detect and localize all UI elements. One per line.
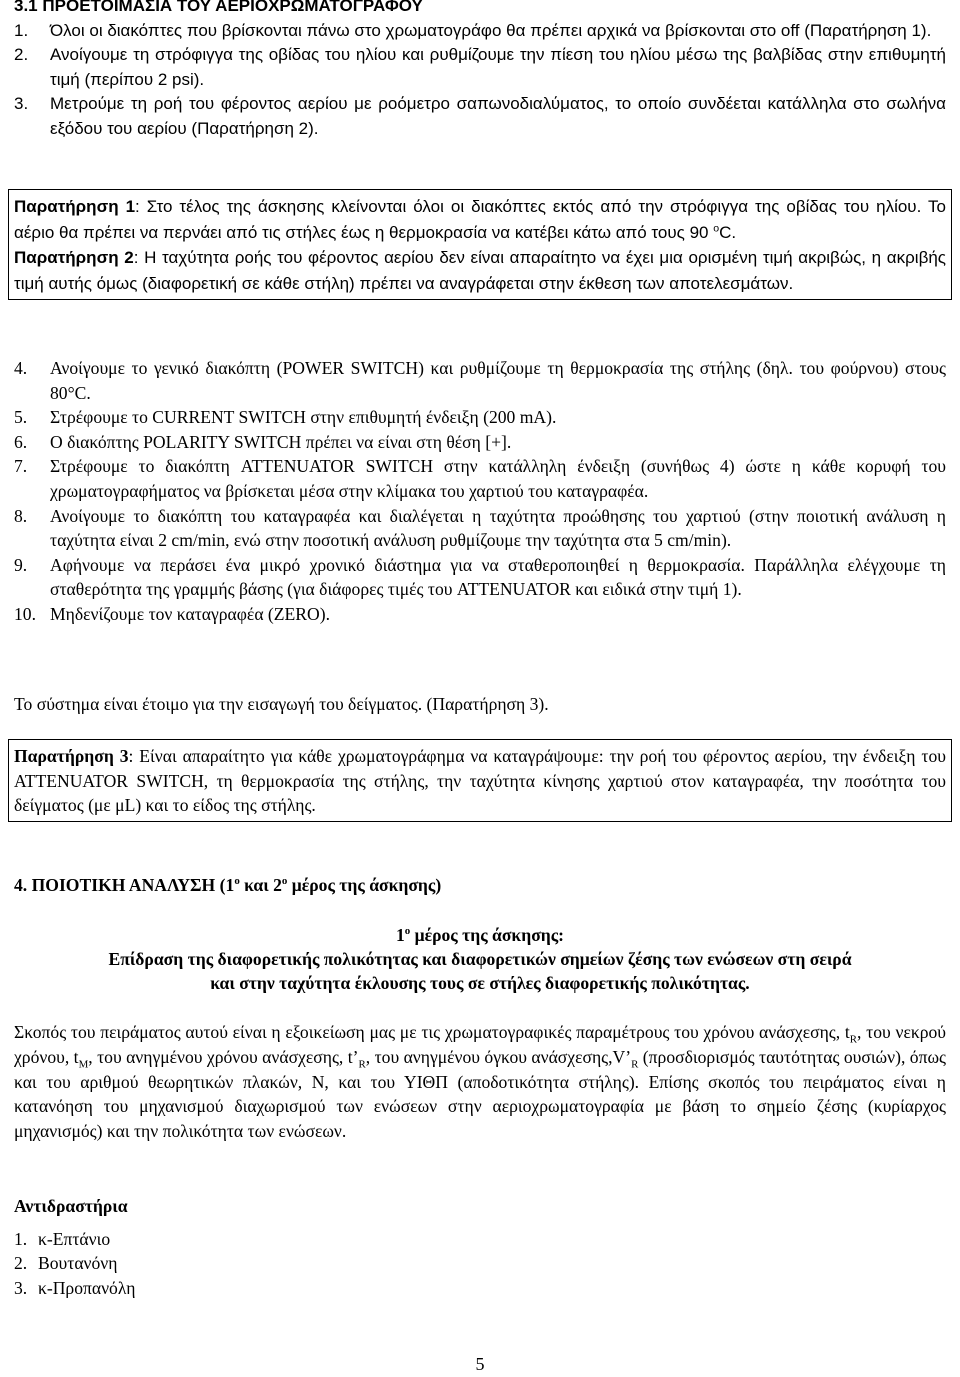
item-number: 3. — [14, 94, 29, 113]
steps-list — [14, 356, 946, 627]
item-number: 6. — [14, 431, 28, 452]
note-label: Παρατήρηση 3 — [14, 746, 129, 766]
part-1-title — [14, 923, 946, 947]
sup-o: ο — [281, 875, 288, 888]
item-text: Ο διακόπτης POLARITY SWITCH πρέπει να είναι στη θέση [+]. — [50, 431, 512, 452]
degree-sup: o — [713, 221, 720, 234]
notes-box — [8, 189, 952, 300]
item-text: Ανοίγουμε το γενικό διακόπτη (POWER SWITCH) και ρυθμίζουμε τη θερμοκρασία της στήλης (δηλ. του φούρνου) στους 80°C. — [50, 358, 946, 403]
item-text: Μετρούμε τη ροή του φέροντος αερίου με ροόμετρο σαπωνοδιαλύματος, το οποίο συνδέεται κατάλληλα στο σωλήνα εξόδου του αερίου (Παρατήρηση 2). — [50, 94, 946, 138]
section-4-title — [14, 873, 946, 898]
list-item — [14, 602, 946, 627]
section-3-1 — [14, 0, 946, 141]
note-1 — [14, 194, 946, 245]
item-text: Στρέφουμε το CURRENT SWITCH στην επιθυμητή ένδειξη (200 mA). — [50, 407, 557, 428]
list-item — [14, 1251, 946, 1276]
section-title: 3.1 ΠΡΟΕΤΟΙΜΑΣΙΑ ΤΟΥ ΑΕΡΙΟΧΡΩΜΑΤΟΓΡΑΦΟΥ — [14, 0, 423, 15]
list-item — [14, 43, 946, 92]
item-number: 2. — [14, 45, 29, 64]
title-part: 4. ΠΟΙΟΤΙΚΗ ΑΝΑΛΥΣΗ (1 — [14, 875, 235, 895]
item-number: 1. — [14, 20, 29, 40]
part-1-heading — [14, 923, 946, 995]
subscript: R — [358, 1058, 366, 1071]
text-part: (προσδιορισμός ταυτότητας ουσιών), όπως και του αριθμού θεωρητικών πλακών, N, και του ΥΙΘΠ (αποδοτικότητα στήλης). Επίσης σκοπός του πειράματος είναι η κατανόηση του μηχανισμού διαχωρισμού των ενώσεων στην αεριοχρωματογραφία με βάση το σημείο ζέσης (κυρίαρχος μηχανισμός) και την πολικότητα των ενώσεων. — [14, 1046, 946, 1142]
note-text: : Είναι απαραίτητο για κάθε χρωματογράφημα να καταγράψουμε: την ροή του φέροντος αερίου, την ένδειξη του ATTENUATOR SWITCH, τη θερμοκρασία της στήλης, την ταχύτητα κίνησης χαρτιού στον καταγραφέα, την ποσότητα του δείγματος (με μL) και το είδος της στήλης. — [14, 746, 946, 816]
note-text: : Η ταχύτητα ροής του φέροντος αερίου δεν είναι απαραίτητο να έχει μια ορισμένη τιμή ακριβώς, η ακριβής τιμή αυτής όμως (διαφορετική σε κάθε στήλη) πρέπει να αναγράφεται στην έκθεση των αποτελεσμάτων. — [14, 248, 946, 293]
list-item — [14, 504, 946, 553]
item-text: Μηδενίζουμε τον καταγραφέα (ZERO). — [50, 603, 330, 624]
ready-text: Το σύστημα είναι έτοιμο για την εισαγωγή του δείγματος. (Παρατήρηση 3). — [14, 694, 549, 714]
list-item — [14, 454, 946, 503]
item-text: Στρέφουμε το διακόπτη ATTENUATOR SWITCH στην κατάλληλη ένδειξη (συνήθως 4) ώστε η κάθε κορυφή του χρωματογραφήματος να βρίσκεται μέσα στην κλίμακα του χαρτιού του καταγραφέα. — [50, 456, 946, 501]
item-number: 1. — [14, 1228, 28, 1249]
part-1-line-1: Επίδραση της διαφορετικής πολικότητας και διαφορετικών σημείων ζέσης των ενώσεων στη σειρά — [108, 949, 852, 969]
item-number: 8. — [14, 505, 28, 526]
note-label: Παρατήρηση 1 — [14, 197, 136, 216]
item-text: Βουτανόνη — [38, 1253, 118, 1274]
list-item — [14, 430, 946, 455]
item-text: κ-Επτάνιο — [38, 1228, 111, 1249]
item-text: Όλοι οι διακόπτες που βρίσκονται πάνω στο χρωματογράφο θα πρέπει αρχικά να βρίσκονται στο off (Παρατήρηση 1). — [50, 20, 932, 40]
purpose-paragraph — [14, 1020, 946, 1144]
item-text: Αφήνουμε να περάσει ένα μικρό χρονικό διάστημα για να σταθεροποιηθεί η θερμοκρασία. Παράλληλα ελέγχουμε τη σταθερότητα της γραμμής βάσης (για διάφορες τιμές του ATTENUATOR και ειδικά στην τιμή 1). — [50, 554, 946, 600]
item-number: 3. — [14, 1277, 28, 1298]
sup-o: ο — [234, 875, 240, 888]
item-text: Ανοίγουμε τη στρόφιγγα της οβίδας του ηλίου και ρυθμίζουμε την πίεση του ηλίου μέσω της βαλβίδας στην επιθυμητή τιμή (περίπου 2 psi). — [50, 45, 946, 89]
subscript: R — [849, 1033, 858, 1046]
title-part: μέρος της άσκησης) — [287, 875, 442, 895]
list-item — [14, 553, 946, 602]
text-part: , του νεκρού χρόνου, t — [14, 1022, 946, 1067]
title-part: 1 — [395, 925, 405, 945]
item-number: 2. — [14, 1253, 28, 1274]
title-part: μέρος της άσκησης: — [410, 925, 565, 945]
item-number: 7. — [14, 456, 28, 477]
sup-o: ο — [404, 925, 411, 938]
page-number: 5 — [475, 1354, 485, 1374]
subscript: M — [78, 1058, 89, 1071]
text-part: , του ανηγμένου χρόνου ανάσχεσης, t’ — [88, 1046, 359, 1067]
list-item — [14, 356, 946, 405]
note-3-box — [8, 739, 952, 822]
reagents-title: Αντιδραστήρια — [14, 1196, 128, 1216]
list-item — [14, 92, 946, 141]
note-text: : Στο τέλος της άσκησης κλείνονται όλοι οι διακόπτες εκτός από την στρόφιγγα της οβίδας του ηλίου. Το αέριο θα πρέπει να περνάει από τις στήλες έως η θερμοκρασία να κατέβει κάτω από τους 90 — [14, 197, 946, 242]
note-2 — [14, 245, 946, 296]
note-label: Παρατήρηση 2 — [14, 248, 134, 268]
title-part: και 2 — [239, 875, 282, 895]
note-tail: C. — [719, 222, 737, 242]
subscript: R — [631, 1058, 639, 1071]
list-item — [14, 19, 946, 44]
item-number: 5. — [14, 407, 28, 428]
list-item — [14, 1276, 946, 1301]
part-1-line-2: και στην ταχύτητα έκλουσης τους σε στήλες διαφορετικής πολικότητας. — [210, 973, 750, 993]
item-text: κ-Προπανόλη — [38, 1277, 136, 1298]
list-item — [14, 405, 946, 430]
item-number: 4. — [14, 358, 28, 378]
text-part: Σκοπός του πειράματος αυτού είναι η εξοικείωση μας με τις χρωματογραφικές παραμέτρους του χρόνου ανάσχεσης, t — [14, 1022, 850, 1042]
list-item — [14, 1227, 946, 1252]
item-number: 9. — [14, 554, 28, 575]
reagents-section — [14, 1194, 946, 1300]
text-part: , του ανηγμένου όγκου ανάσχεσης,V’ — [365, 1046, 632, 1067]
item-text: Ανοίγουμε το διακόπτη του καταγραφέα και διαλέγεται η ταχύτητα προώθησης του χαρτιού (στην ποιοτική ανάλυση η ταχύτητα είναι 2 cm/min, ενώ στην ποσοτική ανάλυση ρυθμίζουμε την ταχύτητα στα 5 cm/min). — [50, 505, 946, 551]
item-number: 10. — [14, 603, 36, 624]
